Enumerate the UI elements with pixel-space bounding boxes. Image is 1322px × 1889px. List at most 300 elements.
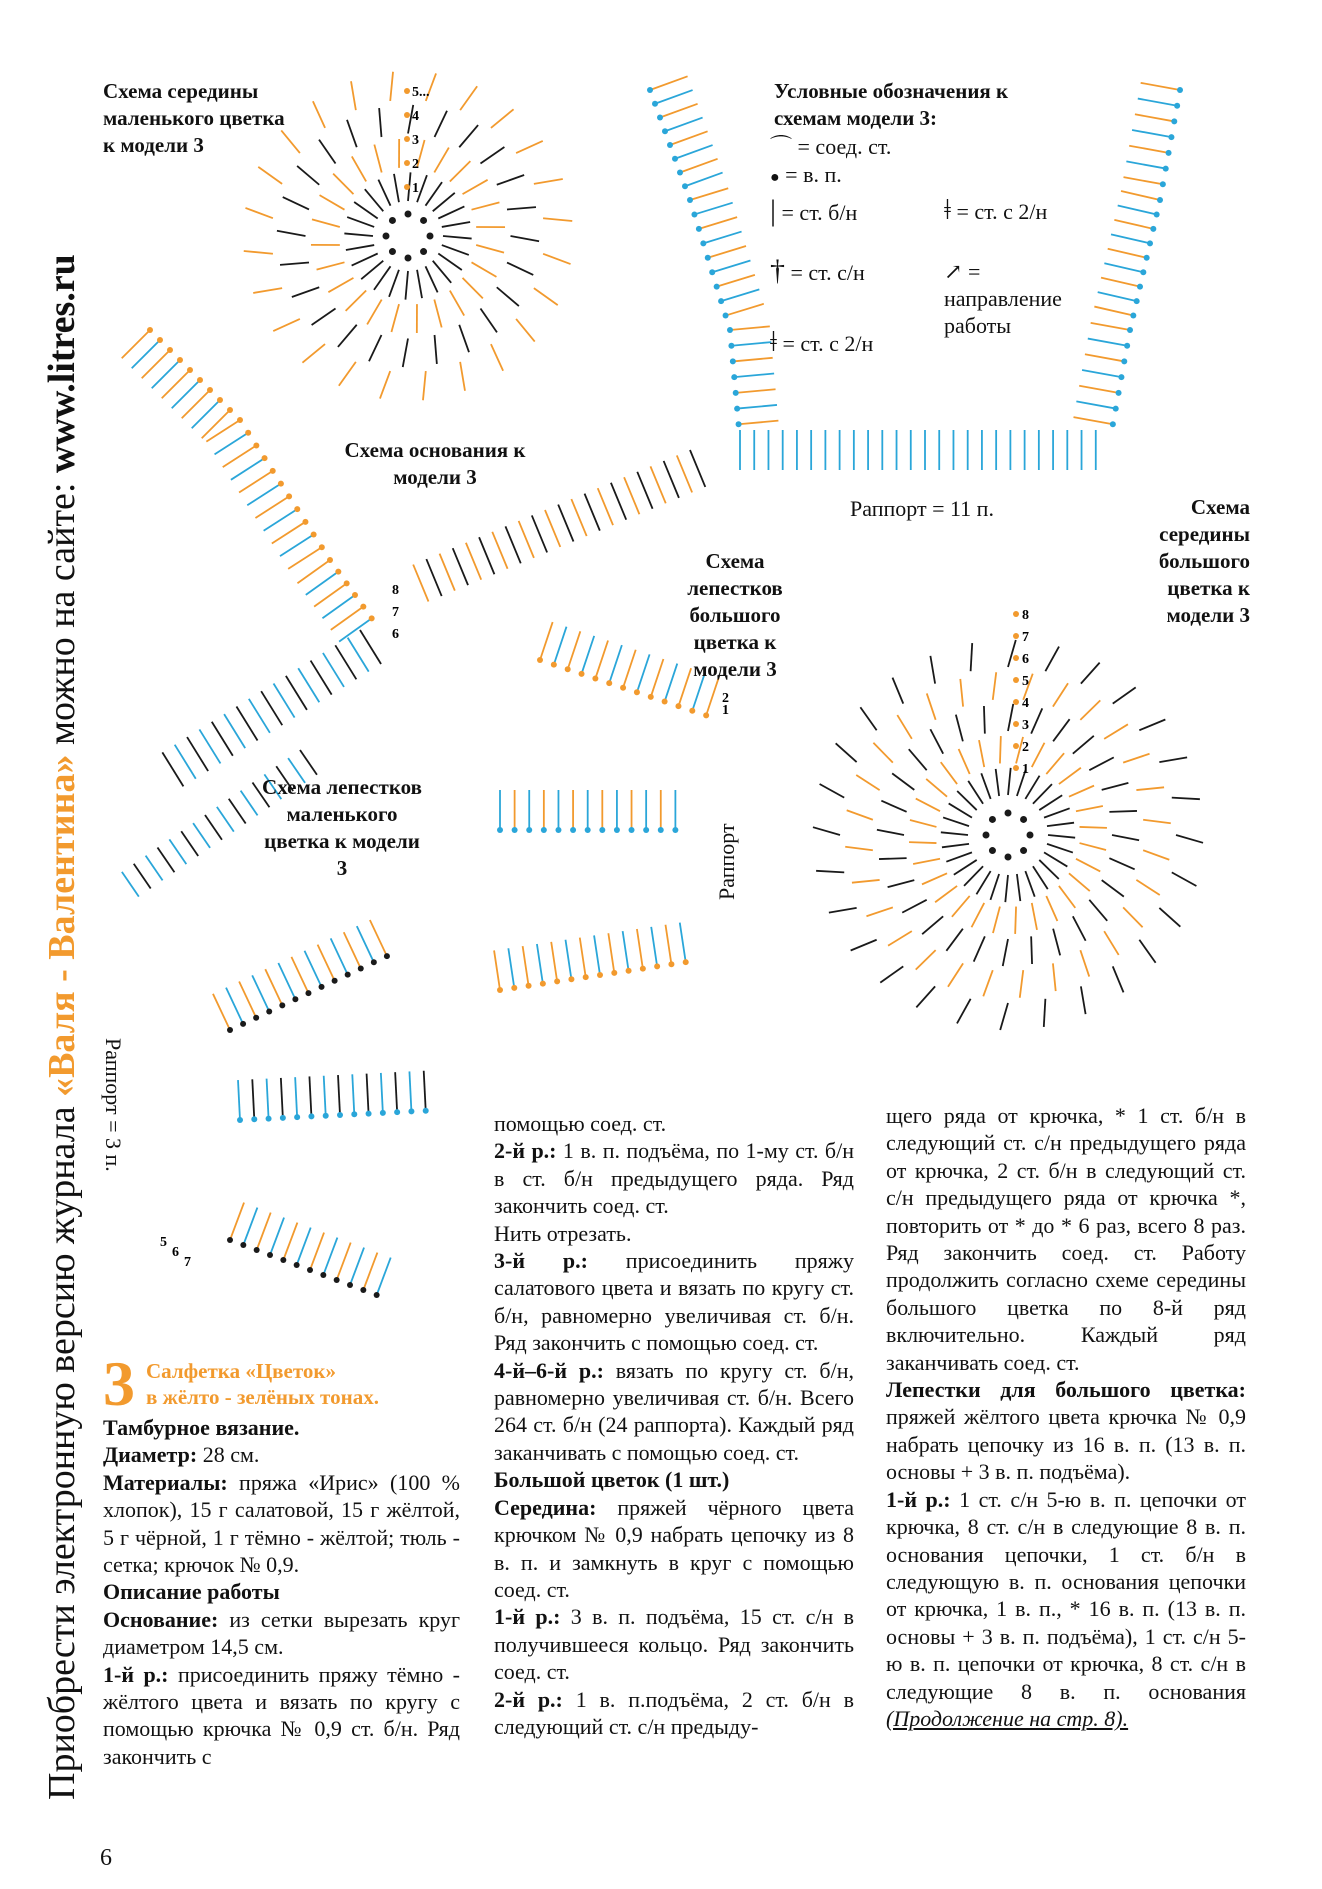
stitch-mark: [253, 288, 282, 293]
chain-dot: [683, 959, 689, 965]
chain-dot: [731, 374, 737, 380]
chain-dot: [592, 675, 598, 681]
text-column-1: Тамбурное вязание. Диаметр: 28 см. Материалы: пряжа «Ирис» (100 % хлопок), 15 г салатовой, 15 г жёлтой, 5 г чёрной, 1 г тёмно - жёлтой; тюль - сетка; крючок № 0,9. Описание работы Основание: из сетки вырезать круг диаметром 14,5 см. 1-й р.: присоединить пряжу тёмно - жёлтого цвета и вязать по кругу с помощью крючка № 0,9 ст. б/н. Ряд закончить с: [103, 1415, 460, 1769]
stitch-mark: [339, 362, 356, 386]
label-rapport-3: Раппорт = 3 п.: [101, 1038, 126, 1172]
stitch-mark: [480, 308, 497, 332]
chain-dot: [691, 211, 697, 217]
stitch-mark: [721, 289, 759, 301]
stitch-mark: [433, 261, 451, 283]
stitch-mark: [403, 339, 408, 368]
stitch-mark: [734, 374, 774, 378]
chain-dot: [526, 983, 532, 989]
stitch-mark: [491, 109, 514, 128]
stitch-mark: [323, 1238, 337, 1275]
chain-dot: [1168, 134, 1174, 140]
stitch-mark: [265, 969, 282, 1005]
page-number: 6: [100, 1845, 112, 1871]
stitch-mark: [377, 1258, 391, 1295]
stitch-mark: [369, 335, 381, 361]
chain-dot: [374, 1292, 380, 1298]
stitch-mark: [543, 218, 572, 221]
stitch-mark: [540, 622, 553, 660]
chain-dot: [383, 233, 390, 240]
stitch-mark: [507, 207, 536, 209]
stitch-mark: [545, 510, 560, 547]
stitch-mark: [637, 654, 650, 692]
chain-dot: [266, 1116, 272, 1122]
stitch-mark: [959, 749, 970, 774]
chain-dot: [345, 972, 351, 978]
stitch-mark: [507, 263, 533, 275]
stitch-mark: [435, 111, 447, 137]
chain-dot: [1157, 197, 1163, 203]
stitch-mark: [892, 773, 914, 789]
stitch-mark: [280, 535, 314, 557]
stitch-mark: [888, 931, 912, 946]
chain-dot: [565, 666, 571, 672]
stitch-mark: [847, 810, 873, 820]
chain-dot: [369, 615, 375, 621]
chain-dot: [371, 959, 377, 965]
chain-dot: [1013, 633, 1019, 639]
stitch-mark: [231, 458, 265, 480]
chain-dot: [648, 694, 654, 700]
stitch-mark: [930, 729, 943, 753]
stitch-mark: [357, 926, 374, 962]
stitch-mark: [703, 232, 741, 244]
chain-dot: [551, 662, 557, 668]
stitch-mark: [1121, 191, 1160, 200]
stitch-mark: [829, 908, 857, 913]
stitch-mark: [880, 966, 903, 982]
stitch-mark: [1044, 808, 1070, 817]
side-site-link[interactable]: www.litres.ru: [41, 254, 83, 474]
chain-dot: [319, 544, 325, 550]
stitch-mark: [1102, 880, 1124, 896]
stitch-mark: [922, 916, 943, 934]
stitch-mark: [312, 219, 340, 227]
chain-dot: [384, 953, 390, 959]
stitch-mark: [283, 197, 309, 209]
chain-dot: [389, 248, 396, 255]
stitch-mark: [1047, 844, 1073, 853]
chain-dot: [294, 1262, 300, 1268]
stitch-mark: [283, 1223, 297, 1260]
chain-dot: [307, 1267, 313, 1273]
stitch-mark: [1005, 875, 1008, 902]
stitch-mark: [206, 420, 240, 442]
stitch-mark: [247, 484, 281, 506]
chain-dot: [1150, 226, 1156, 232]
chain-dot: [147, 327, 153, 333]
stitch-mark: [508, 948, 514, 988]
stitch-mark: [881, 801, 906, 812]
stitch-mark: [690, 450, 705, 487]
stitch-mark: [255, 496, 289, 518]
stitch-mark: [1129, 146, 1168, 153]
stitch-mark: [685, 173, 723, 187]
stitch-mark: [244, 251, 273, 254]
stitch-mark: [270, 1218, 284, 1255]
stitch-mark: [494, 950, 500, 990]
chain-dot: [280, 1257, 286, 1263]
stitch-mark: [379, 108, 381, 137]
chain-dot: [723, 313, 729, 319]
stitch-mark: [813, 827, 840, 835]
stitch-mark: [497, 287, 519, 306]
stitch-mark: [310, 1233, 324, 1270]
legend-item-dc2-second: ǂ = ст. с 2/н: [770, 327, 874, 358]
chain-dot: [308, 1113, 314, 1119]
stitch-mark: [1089, 900, 1107, 921]
chain-dot: [709, 269, 715, 275]
stitch-mark: [505, 526, 520, 563]
stitch-mark: [675, 145, 713, 159]
stitch-mark: [957, 999, 971, 1024]
stitch-mark: [350, 1248, 364, 1285]
stitch-mark: [665, 118, 703, 132]
chain-dot: [1013, 699, 1019, 705]
chain-dot: [1177, 87, 1183, 93]
stitch-mark: [1000, 736, 1001, 763]
chain-dot: [675, 703, 681, 709]
stitch-mark: [331, 607, 364, 630]
stitch-mark: [968, 781, 983, 804]
chain-dot: [197, 377, 203, 383]
row-number: 7: [392, 605, 399, 620]
chain-dot: [677, 170, 683, 176]
stitch-mark: [971, 643, 973, 671]
chain-dot: [537, 657, 543, 663]
slip-stitch-icon: ⌒: [770, 134, 793, 159]
stitch-mark: [941, 762, 957, 784]
chain-dot: [227, 407, 233, 413]
stitch-mark: [852, 880, 880, 883]
stitch-mark: [205, 815, 222, 840]
chain-dot: [541, 827, 547, 833]
stitch-mark: [611, 483, 626, 520]
chain-dot: [668, 961, 674, 967]
row-number: 7: [1022, 630, 1029, 645]
chain-dot: [540, 981, 546, 987]
stitch-mark: [952, 896, 970, 917]
stitch-mark: [367, 300, 382, 325]
stitch-mark: [964, 866, 983, 886]
chain-dot: [667, 142, 673, 148]
stitch-mark: [519, 521, 534, 558]
chain-dot: [1113, 406, 1119, 412]
stitch-mark: [1082, 370, 1121, 377]
stitch-mark: [957, 791, 977, 810]
chain-dot: [351, 1111, 357, 1117]
chain-dot: [267, 1252, 273, 1258]
stitch-mark: [571, 499, 586, 536]
stitch-mark: [297, 166, 319, 185]
chain-dot: [626, 968, 632, 974]
chain-dot: [1116, 390, 1122, 396]
chain-dot: [634, 689, 640, 695]
stitch-mark: [913, 859, 940, 864]
stitch-mark: [309, 1076, 311, 1116]
stitch-mark: [423, 371, 426, 400]
chain-dot: [614, 827, 620, 833]
chain-dot: [1121, 358, 1127, 364]
stitch-mark: [146, 856, 163, 881]
stitch-mark: [199, 729, 220, 763]
chain-dot: [360, 604, 366, 610]
chain-dot: [405, 211, 412, 218]
label-small-petals: Схема лепестков маленького цветка к модели 3: [262, 775, 422, 880]
stitch-mark: [1085, 354, 1124, 361]
chain-dot: [570, 827, 576, 833]
stitch-mark: [1076, 806, 1103, 811]
legend-item-sc: | = ст. б/н: [770, 194, 858, 227]
stitch-mark: [320, 195, 345, 210]
stitch-mark: [960, 679, 963, 707]
stitch-mark: [450, 161, 471, 181]
stitch-mark: [974, 936, 985, 961]
chain-dot: [728, 343, 734, 349]
stitch-mark: [274, 684, 295, 718]
stitch-mark: [948, 963, 963, 986]
stitch-mark: [1046, 896, 1057, 921]
stitch-mark: [337, 1243, 351, 1280]
stitch-mark: [380, 371, 390, 398]
chain-dot: [294, 1114, 300, 1120]
stitch-mark: [286, 676, 307, 710]
stitch-mark: [450, 291, 464, 316]
chain-dot: [1163, 166, 1169, 172]
stitch-mark: [134, 864, 151, 889]
chain-dot: [352, 592, 358, 598]
stitch-mark: [537, 944, 543, 984]
stitch-mark: [442, 222, 470, 227]
stitch-mark: [1031, 936, 1032, 964]
stitch-mark: [993, 672, 996, 700]
stitch-mark: [281, 1078, 283, 1118]
chain-dot: [305, 990, 311, 996]
stitch-mark: [288, 547, 322, 569]
stitch-mark: [187, 737, 208, 771]
stitch-mark: [378, 180, 390, 206]
stitch-mark: [608, 933, 614, 973]
chain-dot: [420, 248, 427, 255]
stitch-mark: [1008, 640, 1016, 667]
stitch-mark: [660, 104, 698, 118]
stitch-mark: [946, 852, 972, 861]
stitch-mark: [472, 262, 497, 277]
chain-dot: [1144, 255, 1150, 261]
stitch-mark: [1008, 768, 1011, 795]
stitch-mark: [851, 940, 877, 951]
stitch-mark: [1124, 177, 1163, 184]
stitch-mark: [1045, 647, 1059, 672]
stitch-mark: [1139, 940, 1155, 963]
model-number: 3: [103, 1348, 135, 1419]
stitch-mark: [344, 233, 373, 236]
stitch-mark: [438, 206, 464, 218]
stitch-mark: [935, 886, 957, 902]
stitch-mark: [374, 266, 391, 290]
stitch-mark: [1102, 783, 1129, 790]
stitch-mark: [1020, 970, 1023, 998]
dc2-stitch-icon: ǂ: [944, 195, 951, 226]
stitch-mark: [313, 101, 325, 128]
chain-dot: [620, 685, 626, 691]
stitch-mark: [1113, 687, 1136, 703]
stitch-mark: [860, 707, 876, 730]
stitch-mark: [347, 217, 374, 227]
stitch-mark: [737, 405, 777, 409]
dc-stitch-icon: †: [770, 254, 785, 287]
stitch-mark: [712, 260, 750, 272]
legend-item-slip-stitch: ⌒ = соед. ст.: [770, 134, 892, 159]
chain-dot: [733, 390, 739, 396]
stitch-mark: [534, 179, 563, 184]
chain-dot: [254, 1247, 260, 1253]
stitch-mark: [677, 455, 692, 492]
row-number: 1: [1022, 762, 1029, 777]
chain-dot: [237, 1117, 243, 1123]
stitch-mark: [1044, 852, 1067, 866]
stitch-mark: [1109, 858, 1134, 869]
stitch-mark: [424, 1071, 426, 1111]
row-number: 6: [1022, 652, 1029, 667]
stitch-mark: [730, 326, 770, 330]
stitch-mark: [305, 951, 322, 987]
stitch-mark: [623, 650, 636, 688]
chain-dot: [427, 233, 434, 240]
stitch-mark: [816, 871, 844, 873]
stitch-mark: [1123, 907, 1142, 927]
stitch-mark: [230, 1203, 244, 1240]
chain-dot: [1137, 284, 1143, 290]
stitch-mark: [910, 820, 937, 827]
row-number: 5: [160, 1235, 167, 1250]
chain-dot: [332, 978, 338, 984]
chain-dot: [227, 1237, 233, 1243]
stitch-mark: [670, 131, 708, 145]
stitch-mark: [331, 938, 348, 974]
chain-dot: [1118, 374, 1124, 380]
chain-dot: [554, 978, 560, 984]
stitch-mark: [916, 986, 935, 1007]
stitch-mark: [873, 743, 892, 763]
stitch-mark: [516, 141, 543, 153]
stitch-mark: [226, 988, 243, 1024]
stitch-mark: [328, 278, 353, 292]
stitch-mark: [479, 537, 494, 574]
stitch-mark: [664, 461, 679, 498]
stitch-mark: [650, 76, 688, 90]
chain-dot: [730, 358, 736, 364]
chain-dot: [1166, 150, 1172, 156]
direction-arrow-icon: ↗: [944, 259, 963, 284]
stitch-mark: [348, 638, 369, 672]
stitch-mark: [877, 830, 904, 835]
chain-dot: [302, 519, 308, 525]
chain-dot: [405, 255, 412, 262]
stitch-mark: [551, 942, 557, 982]
chain-dot: [647, 87, 653, 93]
chain-dot: [672, 156, 678, 162]
stitch-mark: [1032, 903, 1037, 930]
stitch-mark: [926, 779, 947, 797]
chain-dot: [672, 827, 678, 833]
chain-dot: [327, 557, 333, 563]
stitch-mark: [972, 903, 985, 927]
chain-dot: [583, 974, 589, 980]
stitch-mark: [374, 145, 381, 173]
stitch-mark: [317, 262, 345, 269]
chain-dot: [705, 255, 711, 261]
chain-dot: [696, 226, 702, 232]
chain-dot: [389, 217, 396, 224]
stitch-mark: [1123, 754, 1149, 763]
chain-dot: [1154, 211, 1160, 217]
chain-dot: [1013, 721, 1019, 727]
chain-dot: [344, 580, 350, 586]
stitch-mark: [417, 270, 422, 298]
chain-dot: [311, 532, 317, 538]
stitch-mark: [1025, 871, 1034, 897]
chain-dot: [1160, 181, 1166, 187]
chain-dot: [606, 680, 612, 686]
chain-dot: [358, 965, 364, 971]
stitch-mark: [1080, 843, 1107, 850]
stitch-mark: [651, 927, 657, 967]
stitch-mark: [297, 560, 330, 583]
chain-dot: [157, 337, 163, 343]
stitch-mark: [1111, 234, 1150, 243]
stitch-mark: [726, 304, 764, 316]
chain-dot: [736, 421, 742, 427]
stitch-mark: [1039, 795, 1062, 810]
stitch-mark: [238, 1080, 240, 1120]
row-number: 3: [412, 133, 419, 148]
legend-title: Условные обозначения к схемам модели 3:: [774, 79, 1009, 130]
stitch-mark: [351, 81, 356, 110]
chain-dot: [511, 985, 517, 991]
chain-dot: [1147, 240, 1153, 246]
stitch-mark: [181, 831, 198, 856]
stitch-mark: [637, 929, 643, 969]
stitch-mark: [888, 880, 915, 887]
chain-dot: [360, 1287, 366, 1293]
stitch-mark: [1112, 835, 1139, 840]
stitch-mark: [956, 715, 963, 742]
stitch-mark: [909, 749, 927, 770]
label-rapport-11: Раппорт = 11 п.: [850, 496, 994, 521]
continuation-link[interactable]: (Продолжение на стр. 8).: [886, 1705, 1129, 1731]
chain-dot: [404, 184, 410, 190]
stitch-mark: [249, 699, 270, 733]
stitch-mark: [311, 661, 332, 695]
stitch-mark: [580, 938, 586, 978]
chain-dot: [555, 827, 561, 833]
stitch-mark: [565, 940, 571, 980]
stitch-mark: [389, 270, 399, 297]
stitch-mark: [440, 554, 455, 591]
chain-dot: [347, 1282, 353, 1288]
stitch-mark: [717, 275, 755, 287]
chain-dot: [1140, 269, 1146, 275]
stitch-mark: [492, 532, 507, 569]
stitch-mark: [443, 236, 472, 239]
text-column-2: помощью соед. ст. 2-й р.: 1 в. п. подъёма, по 1-му ст. б/н в ст. б/н предыдущего ряда. Ряд закончить соед. ст. Нить отрезать. 3-й р.: присоединить пряжу салатового цвета и вязать по кругу ст. б/н, равномерно увеличивая ст. б/н. Ряд закончить с помощью соед. ст. 4-й–6-й р.: вязать по кругу ст. б/н, равномерно увеличивая ст. б/н. Всего 264 ст. б/н (24 раппорта). Каждый ряд заканчивать с помощью соед. ст. Большой цветок (1 шт.) Середина: пряжей чёрного цвета крючком № 0,9 набрать цепочку из 8 в. п. и замкнуть в круг с помощью соед. ст. 1-й р.: 3 в. п. подъёма, 15 ст. с/н в получившееся кольцо. Ряд закончить соед. ст. 2-й р.: 1 в. п.подъёма, 2 ст. б/н в следующий ст. с/н предыду-: [494, 1111, 854, 1739]
stitch-mark: [239, 981, 256, 1017]
